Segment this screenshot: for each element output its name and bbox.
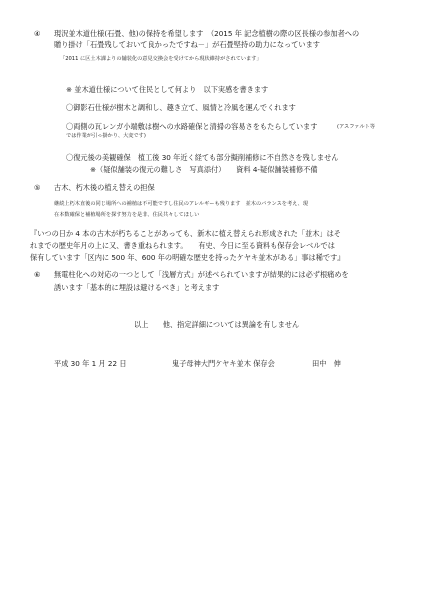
section-5-sub-1: 継続上朽木直後の同じ場所への補植は不可能ですし住民のアレルギーも残ります 並木のバランスを考え、現 (54, 201, 309, 207)
bullet-brick-note: では作業が引っ掛かり、大変です) (66, 133, 146, 139)
quote-line-3: 保有しています「区内に 500 年、600 年の明確な歴史を持ったケヤキ並木がある」事は稀です』 (30, 253, 345, 262)
section-4-line-2: 贈り掛け「石畳残しておいて良かったですね－」が石畳堅持の助力になっています (54, 40, 320, 49)
bullet-brick-note-1: (アスファルト等 (337, 124, 376, 130)
bullet-granite: 〇御影石仕様が樹木と調和し、趣き立て、風情と冷風を運んでくれます (66, 103, 296, 112)
bullet-restoration: 〇復元後の美観確保 植工後 30 年近く経ても部分擬削補修に不自然さを残しません (66, 153, 339, 162)
quote-line-2: れまでの歴史年月の上に又、書き重ねられます。 有史、今日に至る資料も保存会レベルでは (30, 241, 335, 250)
section-5-title: 古木、朽木後の植え替えの担保 (54, 183, 155, 192)
notes-intro: ※ 並木道仕様について住民として何より 以下実感を書きます (66, 85, 269, 94)
footer-author-name: 田中 伸 (312, 359, 341, 368)
section-4-number: ④ (34, 29, 41, 38)
section-4-note: 「2011 に区土木課よりの舗装化の意見交換会を受けてから現状維持がされています」 (60, 56, 262, 62)
bullet-brick: 〇両側の瓦レンガ小端敷は樹への水路確保と清掃の容易さをもたらしています (66, 122, 318, 131)
section-5-sub-2: 在本数確保と補植場所を探す努力を是非、住民共々してほしい (54, 212, 200, 218)
bullet-photo-note: ※（疑似舗装の復元の難しさ 写真添付） 資料 4-疑似舗装補修不備 (90, 165, 318, 174)
footer-organization: 鬼子母神大門ケヤキ並木 保存会 (172, 359, 275, 368)
section-6-line-2: 誘います「基本的に埋設は避けるべき」と考えます (54, 283, 220, 292)
closing-statement: 以上 他、指定詳細については異論を有しません (134, 320, 300, 329)
section-5-number: ⑤ (34, 183, 41, 192)
quote-line-1: 『いつの日か 4 本の古木が朽ちることがあっても、新木に植え替えられ形成された「並木」はそ (30, 229, 341, 238)
section-4-line-1: 現況並木道仕様(石畳、他)の保持を希望します （2015 年 記念植樹の際の区長様の参加者への (54, 29, 360, 38)
section-6-number: ⑥ (34, 270, 41, 279)
section-6-line-1: 無電柱化への対応の一つとして「浅層方式」が述べられていますが結果的には必ず根痛めを (54, 270, 349, 279)
footer-date: 平成 30 年 1 月 22 日 (54, 359, 127, 368)
